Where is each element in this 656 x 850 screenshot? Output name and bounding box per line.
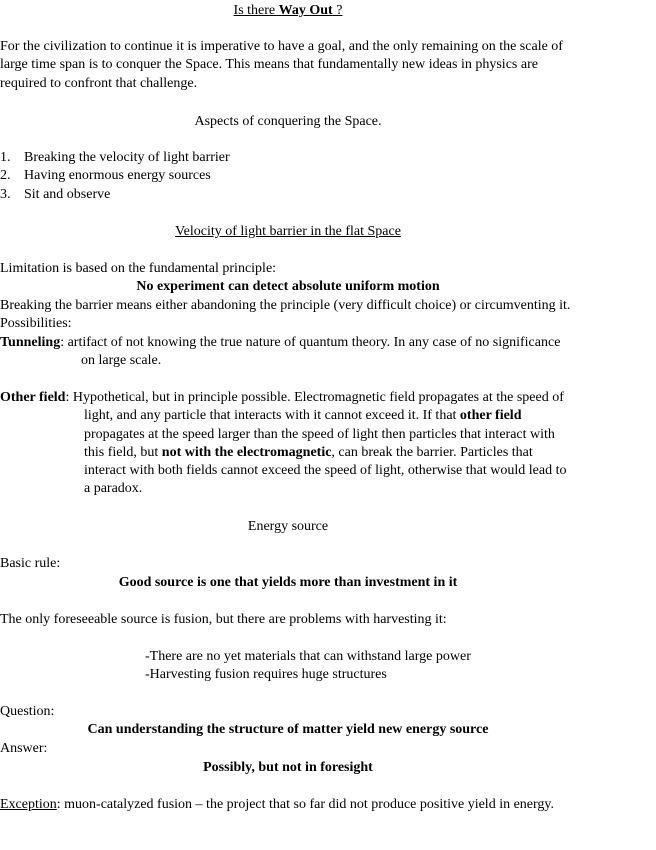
other-field-bold-2: not with the electromagnetic (161, 444, 332, 460)
title-suffix: ? (332, 3, 343, 18)
list-item (0, 167, 211, 185)
breaking-paragraph: Breaking the barrier means either abandoning the principle (very difficult choice) or circumventing it. Possibilities: (0, 298, 571, 332)
list-number: 1. (0, 150, 11, 165)
basic-rule-label: Basic rule: (0, 556, 61, 571)
other-field-text-2: propagates at the speed larger than the speed of light then particles that interact with this field, but (84, 426, 555, 460)
list-text: Breaking the velocity of light barrier (24, 150, 230, 165)
other-field-term: Other field (0, 390, 66, 405)
list-text: Having enormous energy sources (24, 168, 211, 183)
question-label: Question: (0, 704, 55, 719)
aspects-heading: Aspects of conquering the Space. (194, 114, 382, 129)
fusion-problem-2: -Harvesting fusion requires huge structures (145, 667, 387, 682)
other-field-paragraph (0, 389, 575, 499)
limitation-intro: Limitation is based on the fundamental principle: (0, 261, 277, 276)
tunneling-paragraph (0, 334, 575, 371)
tunneling-text: : artifact of not knowing the true nature of quantum theory. In any case of no significance on large scale. (60, 335, 561, 369)
energy-heading: Energy source (247, 519, 329, 534)
fusion-problem-1: -There are no yet materials that can withstand large power (145, 649, 471, 664)
list-item (0, 186, 110, 204)
velocity-heading: Velocity of light barrier in the flat Space (175, 224, 401, 239)
exception-paragraph (0, 796, 575, 814)
answer-text: Possibly, but not in foresight (203, 760, 373, 775)
list-item (0, 149, 230, 167)
intro-paragraph: For the civilization to continue it is imperative to have a goal, and the only remaining on the scale of large time span is to conquer the Space. This means that fundamentally new ideas in physics are required to confront that challenge. (0, 39, 563, 91)
fusion-paragraph: The only foreseeable source is fusion, but there are problems with harvesting it: (0, 612, 447, 627)
question-text: Can understanding the structure of matter yield new energy source (87, 722, 489, 737)
tunneling-term: Tunneling (0, 335, 61, 350)
answer-label: Answer: (0, 741, 48, 756)
list-number: 3. (0, 187, 11, 202)
title-prefix: Is there (233, 3, 279, 18)
principle-statement: No experiment can detect absolute uniform motion (136, 279, 440, 294)
basic-rule: Good source is one that yields more than investment in it (118, 575, 458, 590)
document-title (0, 2, 576, 20)
other-field-text-1: : Hypothetical, but in principle possible. Electromagnetic field propagates at the speed of light, and any particle that interacts with it cannot exceed it. If that (65, 390, 564, 424)
list-text: Sit and observe (24, 187, 111, 202)
exception-text: : muon-catalyzed fusion – the project that so far did not produce positive yield in energy. (56, 797, 555, 812)
list-number: 2. (0, 168, 11, 183)
other-field-text-3: , can break the barrier. Particles that interact with both fields cannot exceed the speed of light, otherwise that would lead to a paradox. (84, 444, 567, 497)
exception-term: Exception (0, 797, 57, 812)
other-field-bold-1: other field (459, 408, 522, 424)
title-bold: Way Out (278, 3, 333, 18)
